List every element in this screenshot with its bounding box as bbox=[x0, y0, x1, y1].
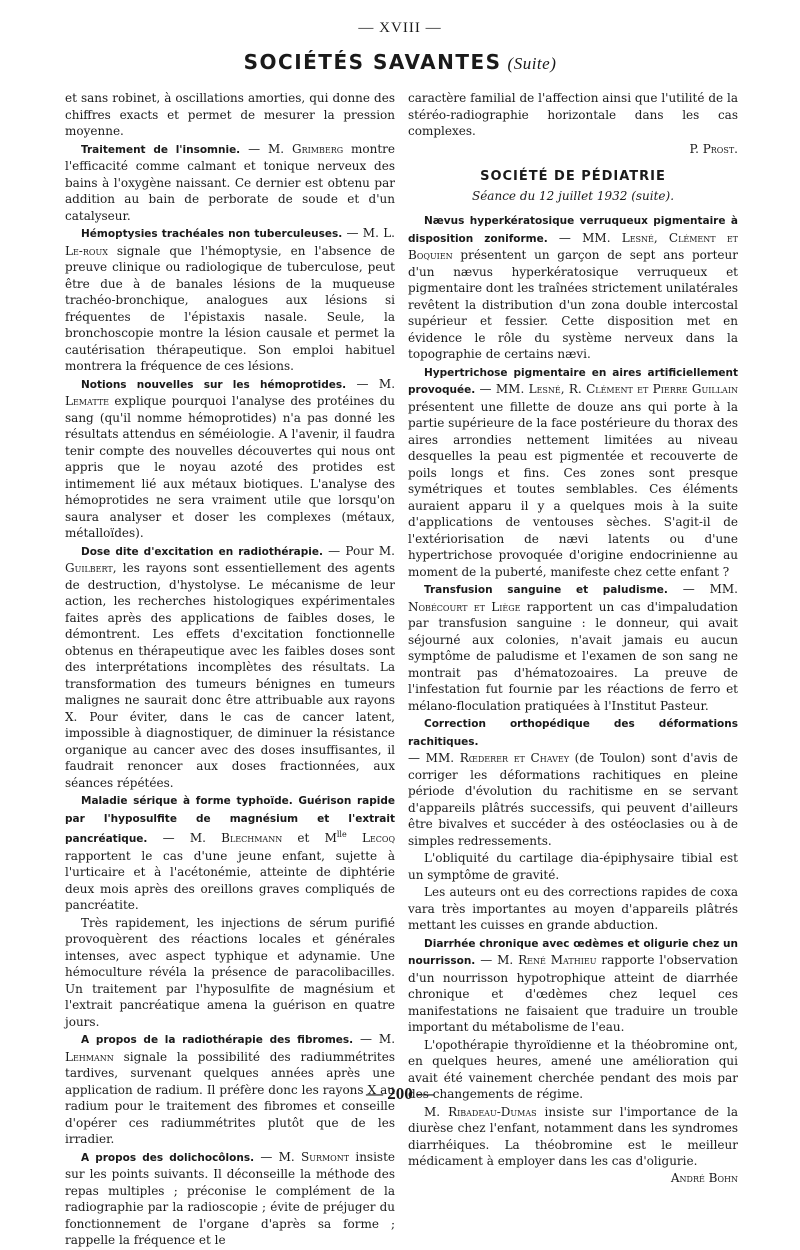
article-author: Ribadeau-Dumas bbox=[448, 1104, 537, 1119]
article-naevus bbox=[408, 212, 738, 363]
article-connector: — M. bbox=[475, 953, 519, 967]
signature-prost: P. Prost. bbox=[689, 141, 738, 156]
article-author: Nobécourt et Liège bbox=[408, 599, 521, 614]
page-number: — 200 — bbox=[366, 1084, 434, 1103]
article-body: , les rayons sont essentiellement des agents de destruction, d'hystolyse. Le mécanisme de leur action, les recherches histologiques expérimentales faites après des applications de faibles doses, le démontrent. Les effets d'excitation fonctionnelle obtenus en thérapeutique avec les faibles doses sont des interprétations incomplètes des résultats. La transformation des tumeurs bénignes en tumeurs malignes ne saurait donc être attribuable aux rayons X. Pour éviter, dans le cas de cancer latent, impossible à diagnostiquer, de diminuer la résistance organique au cancer avec des doses insuffisantes, il faudrait renoncer aux doses fractionnées, aux séances répétées. bbox=[65, 561, 395, 790]
article-body: insiste sur l'importance de la diurèse chez l'enfant, notamment dans les syndromes diarrhéiques. La théobromine est le meilleur médicament à employer dans les cas d'oligurie. bbox=[408, 1104, 738, 1168]
article-hypertrichose bbox=[408, 364, 738, 581]
article-connector: — MM. bbox=[408, 751, 460, 765]
article-author: Le-roux bbox=[65, 243, 108, 258]
article-maladie-serique-cont: Très rapidement, les injections de sérum purifié provoquèrent des réactions locales et générales intenses, avec aspect typhique et adynamie. Une hémoculture révéla la présence de paracolibacilles. Un traitement par l'hyposulfite de magnésium et l'extrait pancréatique amena la guérison en quatre jours. bbox=[65, 915, 395, 1029]
article-author: Lecoq bbox=[361, 831, 395, 845]
right-paragraph-continued: caractère familial de l'affection ainsi que l'utilité de la stéréo-radiographie horizontale dans les cas complexes. bbox=[408, 91, 738, 138]
article-connector: — M. bbox=[353, 1032, 396, 1046]
article-connector: M. bbox=[424, 1104, 449, 1119]
article-heading: Hypertrichose pigmentaire en aires artificiellement provoquée. bbox=[408, 366, 738, 396]
article-connector: et M bbox=[282, 831, 337, 845]
article-connector: — Pour M. bbox=[322, 543, 395, 558]
article-author: Blechmann bbox=[221, 831, 283, 845]
article-author: Lesné, R. Clément et Pierre Guillain bbox=[528, 382, 738, 396]
right-column bbox=[408, 90, 738, 1186]
article-heading: A propos de la radiothérapie des fibromes. bbox=[81, 1034, 354, 1046]
section-title bbox=[0, 50, 800, 74]
article-ribadeau bbox=[408, 1104, 738, 1185]
article-hemoprotides bbox=[65, 376, 395, 542]
article-connector: — M. bbox=[254, 1149, 301, 1164]
article-heading: Hémoptysies trachéales non tuberculeuses. bbox=[81, 228, 343, 240]
article-rachitiques-cont-1: L'obliquité du cartilage dia-épiphysaire tibial est un symptôme de gravité. bbox=[408, 851, 738, 882]
article-transfusion bbox=[408, 581, 738, 714]
article-body: rapportent un cas d'impaludation par transfusion sanguine : le donneur, qui avait séjourné aux colonies, n'avait jamais eu aucun symptôme de paludisme et l'examen de son sang ne montrait pas d'hématozoaires. La preuve de l'infestation fut fournie par les réactions de ferro et mélano-floculation pratiquées à l'Institut Pasteur. bbox=[408, 599, 738, 713]
title-abbreviation: lle bbox=[336, 830, 347, 839]
article-heading: Nævus hyperkératosique verruqueux pigmentaire à disposition zoniforme. bbox=[408, 215, 738, 245]
article-heading: Traitement de l'insomnie. bbox=[81, 143, 241, 156]
left-column bbox=[65, 90, 395, 1250]
article-author: Grimberg bbox=[292, 141, 344, 156]
session-date: Séance du 12 juillet 1932 (suite). bbox=[471, 188, 675, 203]
article-connector: — MM. bbox=[547, 230, 622, 245]
article-heading: A propos des dolichocôlons. bbox=[81, 1151, 255, 1164]
article-heading: Notions nouvelles sur les hémoprotides. bbox=[81, 378, 347, 391]
article-body: signale que l'hémoptysie, en l'absence de preuve clinique ou radiologique de tuberculose, peut être due à de banales lésions de la muqueuse trachéo-bronchique, analogues aux lésions si fréquentes de l'épistaxis nasale. Seule, la bronchoscopie montre la lésion causale et permet la cautérisation thérapeutique. Son emploi habituel montrera la fréquence de ces lésions. bbox=[65, 243, 395, 373]
article-author: Guilbert bbox=[65, 561, 113, 575]
article-body: (de Toulon) sont d'avis de corriger les déformations rachitiques en pleine période d'évolution du rachitisme en se servant d'appareils plâtrés successifs, qui peuvent d'ailleurs être bivalves et succéder à des ostéoclasies ou à de simples redressements. bbox=[408, 751, 738, 848]
article-body: montre l'efficacité comme calmant et tonique nerveux des bains à l'oxygène naissant. Ce dernier est obtenu par addition au bain de perborate de soude et d'un catalyseur. bbox=[65, 141, 396, 223]
article-heading: Maladie sérique à forme typhoïde. Guérison rapide par l'hyposulfite de magnésium et l'extrait pancréatique. bbox=[65, 795, 395, 845]
article-connector: — M. bbox=[240, 141, 293, 156]
article-heading: Diarrhée chronique avec œdèmes et oligurie chez un nourrisson. bbox=[408, 937, 738, 967]
article-maladie-serique bbox=[65, 792, 395, 914]
article-body: insiste sur les points suivants. Il déconseille la méthode des repas multiples ; préconise le complément de la radiographie par la radioscopie ; évite de préjuger du fonctionnement de l'organe d'après sa forme ; rappelle la fréquence et le bbox=[65, 1149, 395, 1247]
article-body: signale la possibilité des radiummétrites tardives, survenant quelques années après une application de radium. Il préfère donc les rayons X au radium pour le traitement des fibromes et conseille d'opérer ces radiummétrites plutôt que de les irradier. bbox=[65, 1049, 395, 1146]
article-rachitiques-cont-2: Les auteurs ont eu des corrections rapides de coxa vara très importantes au moyen d'appareils plâtrés mettant les cuisses en grande abduction. bbox=[408, 885, 738, 932]
roman-page-marker: — XVIII — bbox=[358, 20, 442, 36]
article-rachitiques bbox=[408, 715, 738, 849]
article-author: René Mathieu bbox=[518, 953, 597, 967]
article-diarrhee bbox=[408, 935, 738, 1036]
article-insomnie bbox=[65, 141, 395, 225]
society-title: SOCIÉTÉ DE PÉDIATRIE bbox=[480, 169, 666, 184]
article-author: Lehmann bbox=[65, 1049, 114, 1064]
section-title-text: SOCIÉTÉS SAVANTES bbox=[243, 50, 502, 74]
article-body: rapporte l'observation d'un nourrisson hypotrophique atteint de diarrhée chronique et d'œdèmes chez lequel ces manifestations ne faisaient que traduire un trouble important du métabolisme de l'eau. bbox=[408, 953, 738, 1034]
article-connector: — MM. bbox=[667, 582, 738, 596]
article-heading: Transfusion sanguine et paludisme. bbox=[424, 584, 668, 596]
article-radiotherapie-dose bbox=[65, 543, 395, 792]
section-title-suite: (Suite) bbox=[507, 54, 557, 73]
article-connector: — MM. bbox=[475, 382, 529, 396]
left-paragraph-continued: et sans robinet, à oscillations amorties, qui donne des chiffres exacts et permet de mesurer la pression moyenne. bbox=[65, 91, 395, 138]
article-author: Surmont bbox=[301, 1149, 350, 1164]
article-author: Rœderer et Chavey bbox=[459, 751, 569, 765]
article-diarrhee-cont: L'opothérapie thyroïdienne et la théobromine ont, en quelques heures, amené une amélioration qui avait été vainement cherchée pendant des mois par des changements de régime. bbox=[408, 1037, 738, 1101]
article-author: Lematte bbox=[65, 394, 109, 408]
article-heading: Correction orthopédique des déformations rachitiques. bbox=[408, 718, 738, 748]
article-connector: — M. L. bbox=[342, 226, 395, 240]
article-body: explique pourquoi l'analyse des protéines du sang (qu'il nomme hémoprotides) n'a pas donné les résultats attendus en séméiologie. A l'avenir, il faudra tenir compte des nouvelles découvertes qui nous ont appris que le noyau azoté des protides est intimement lié aux métaux biotiques. L'analyse des hémoprotides ne sera vraiment utile que lorsqu'on saura analyser et doser les complexes (métaux, métalloïdes). bbox=[65, 394, 395, 540]
article-hemoptysies bbox=[65, 225, 395, 375]
article-connector: — M. bbox=[147, 831, 222, 845]
article-author: Lesné, Clément et Boquien bbox=[408, 230, 738, 262]
article-heading: Dose dite d'excitation en radiothérapie. bbox=[81, 545, 323, 558]
article-connector: — M. bbox=[346, 376, 396, 391]
article-body: rapportent le cas d'une jeune enfant, sujette à l'urticaire et à l'acétonémie, atteinte de diphtérie deux mois après des oreillons graves compliqués de pancréatite. bbox=[65, 848, 395, 912]
article-body: présentent un garçon de sept ans porteur d'un nævus hyperkératosique verruqueux et pigmentaire dont les traînées strictement unilatérales revêtent la distribution d'un zona double intercostal supérieur et fessier. Cette disposition met en évidence le rôle du système nerveux dans la topographie de certains nævi. bbox=[408, 248, 738, 361]
signature-bohn: André Bohn bbox=[670, 1170, 738, 1185]
article-body: présentent une fillette de douze ans qui porte à la partie supérieure de la face postérieure du thorax des aires arrondies nettement limitées au niveau desquelles la peau est pigmentée et recouverte de poils longs et fins. Ces zones sont presque symétriques et toutes semblables. Ces éléments auraient apparu il y a quelques mois à la suite d'applications de ventouses sèches. S'agit-il de l'extériorisation de nævi latents ou d'une hypertrichose provoquée d'origine endocrinienne au moment de la puberté, manifeste chez cette enfant ? bbox=[408, 399, 738, 579]
article-dolichocolons bbox=[65, 1149, 395, 1249]
